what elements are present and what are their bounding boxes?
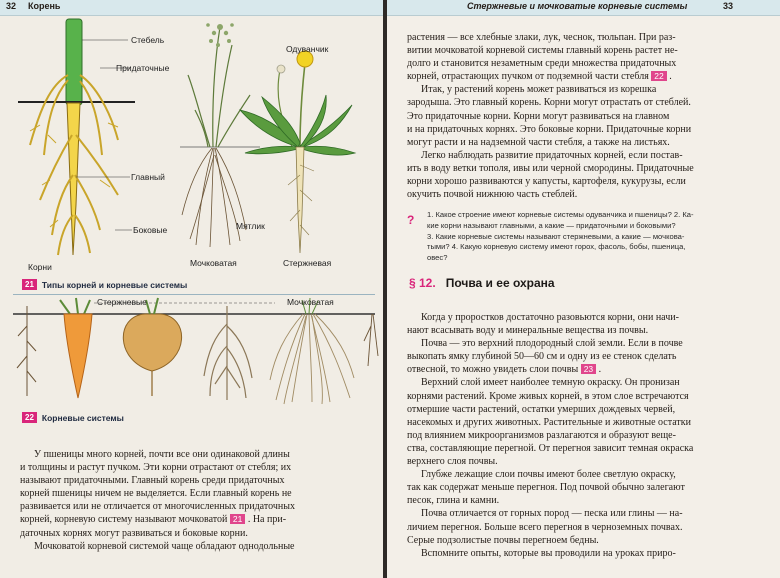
text-line: развивается или не отличается от многочисленных придаточных (20, 501, 295, 513)
branched-taproot (204, 306, 252, 400)
text-line: корнями растений. Кроме живых корней, в этом слое встречаются (407, 390, 689, 402)
text-line: под влиянием микроорганизмов разлагаются и образуют веще- (407, 429, 676, 441)
text-line: нают всасывать воду и минеральные вещества из почвы. (407, 325, 649, 337)
text-line: Глубже лежащие слои почвы имеют более светлую окраску, (421, 469, 676, 481)
edge-fibrous (364, 314, 378, 366)
text-line: Когда у проростков достаточно разовьются корни, они начи- (421, 312, 679, 323)
text-line: витии мочковатой корневой системы главный корень растет не- (407, 45, 678, 57)
text-line: Это придаточные корни. Корни могут развиваться на главном (407, 110, 670, 122)
text-line: песок, глина и камни. (407, 495, 500, 507)
text-line: насекомых и других животных. Растительные и животные остатки (407, 416, 691, 428)
text-line: Легко наблюдать развитие придаточных корней, если постав- (421, 149, 683, 161)
text-line: выкопать ямку глубиной 50—60 см и одну из ее стенок сделать (407, 351, 677, 363)
text-line: Итак, у растений корень может развиваться из корешка (421, 84, 657, 96)
text-line: называют придаточными. Главный корень среди придаточных (20, 475, 285, 487)
text-line: даточных корнях могут развиваться и боковые корни. (20, 527, 248, 539)
text-line: Почва — это верхний плодородный слой земли. Если в почве (421, 338, 683, 350)
figure-21-caption (22, 279, 187, 290)
page-number-left: 32 (6, 1, 17, 11)
left-page (0, 0, 383, 578)
label-roots: Корни (28, 262, 52, 272)
text-line: отмершие части растений, остатки умерших дождевых червей, (407, 403, 676, 415)
text-line: зародыша. Это главный корень. Корни могут отрастать от стеблей. (407, 97, 691, 109)
questions-mark: ? (407, 213, 415, 227)
section-number: § 12. (409, 276, 436, 290)
right-body-text-bottom (407, 311, 693, 560)
label-fibrous-system: Мочковатая (287, 297, 334, 307)
carrot-root (60, 298, 92, 398)
right-body-text-top (407, 31, 694, 201)
text-line-with-ref: корней, отрастающих пучком от подземной части стебля 22 . (407, 71, 672, 83)
page-number-right: 33 (723, 1, 734, 11)
text-line-with-ref: отвесной, то можно увидеть слои почвы 23 . (407, 364, 602, 376)
figure-22-illustration (0, 296, 383, 408)
running-head-left: Корень (28, 1, 61, 11)
text-line: Почва отличается от горных пород — песка или глины — на- (421, 508, 683, 520)
text-line: У пшеницы много корней, почти все они одинаковой длины (34, 449, 290, 460)
label-taproot: Стержневая (283, 258, 332, 268)
text-line: личием перегноя. Больше всего перегноя в черноземных почвах. (407, 521, 683, 533)
text-line-with-ref: корней, корневую систему называют мочковатой 21 . На при- (20, 514, 287, 526)
thin-taproot (17, 306, 36, 396)
text-line: верхнего слоя почвы. (407, 456, 498, 468)
text-line: ства, составляющие перегной. От перегноя зависит темная окраска (407, 442, 694, 454)
text-line: могут расти и на надземной части стебля, а также на листьях. (407, 136, 670, 148)
question-line: овес? (427, 253, 448, 263)
label-lateral: Боковые (133, 225, 168, 235)
text-line: растения — все хлебные злаки, лук, чеснок, тюльпан. При раз- (407, 32, 676, 43)
figure-ref-21: 21 (230, 514, 245, 524)
figure-divider (13, 294, 375, 295)
figure-ref-23: 23 (581, 364, 596, 374)
figure-21-caption-text: Типы корней и корневые системы (41, 279, 188, 290)
text-line: долго и становится незаметным среди множества придаточных (407, 58, 677, 70)
text-line: и толщины и растут пучком. Эти корни отрастают от стебля; их (20, 462, 292, 474)
fibrous-system (270, 314, 354, 404)
grass-plant (180, 23, 260, 247)
root-scheme (18, 19, 135, 255)
figure-ref-22: 22 (651, 71, 666, 81)
text-line: корней пшеницы ничем не выделяется. Если главный корень не (20, 488, 292, 500)
text-line: так как содержат меньше перегноя. Под почвой обычно залегают (407, 482, 685, 494)
right-page (387, 0, 780, 578)
figure-21-number: 21 (22, 279, 37, 290)
text-line: Вспомните опыты, которые вы проводили на уроках приро- (421, 547, 676, 559)
label-main-root: Главный (131, 172, 165, 182)
label-dandelion: Одуванчик (286, 44, 329, 54)
label-mint: Мятлик (236, 221, 265, 231)
figure-22-number: 22 (22, 412, 37, 423)
text-line: Верхний слой имеет наиболее темную окраску. Он пронизан (421, 377, 680, 389)
figure-22-caption-text: Корневые системы (41, 412, 124, 423)
question-line: 1. Какое строение имеют корневые системы одуванчика и пшеницы? 2. Ка- (427, 210, 694, 219)
question-line: 3. Какие корневые системы называют стержневыми, а какие — мочкова- (427, 231, 685, 241)
question-line: кие корни называют главными, а какие — придаточными и боковыми? (427, 220, 676, 230)
label-stem: Стебель (131, 35, 165, 45)
running-head-right: Стержневые и мочковатые корневые системы (467, 1, 688, 11)
text-line: окучить почвой нижнюю часть стеблей. (407, 189, 578, 201)
left-body-text (20, 448, 295, 553)
text-line: корни хорошо развиваются у капусты, картофеля, кукурузы, если (407, 176, 686, 188)
text-line: Мочковатой корневой системой чаще обладают однодольные (34, 540, 295, 552)
label-adventitious: Придаточные (116, 63, 170, 73)
text-line: и на придаточных корнях. Это боковые корни. Придаточные корни (407, 123, 692, 135)
review-questions (427, 210, 694, 264)
label-fibrous: Мочковатая (190, 258, 237, 268)
question-line: тыми? 4. Какую корневую систему имеют горох, фасоль, бобы, пшеница, (427, 242, 686, 252)
figure-22-caption (22, 412, 124, 423)
label-taproot-systems: Стержневые (97, 297, 147, 307)
section-heading (409, 276, 555, 290)
section-title: Почва и ее охрана (445, 276, 555, 290)
text-line: ить в воду ветки тополя, ивы или черной смородины. Придаточные (407, 162, 694, 174)
text-line: Серые подзолистые почвы перегноем бедны. (407, 534, 599, 546)
beet-root (123, 298, 181, 396)
